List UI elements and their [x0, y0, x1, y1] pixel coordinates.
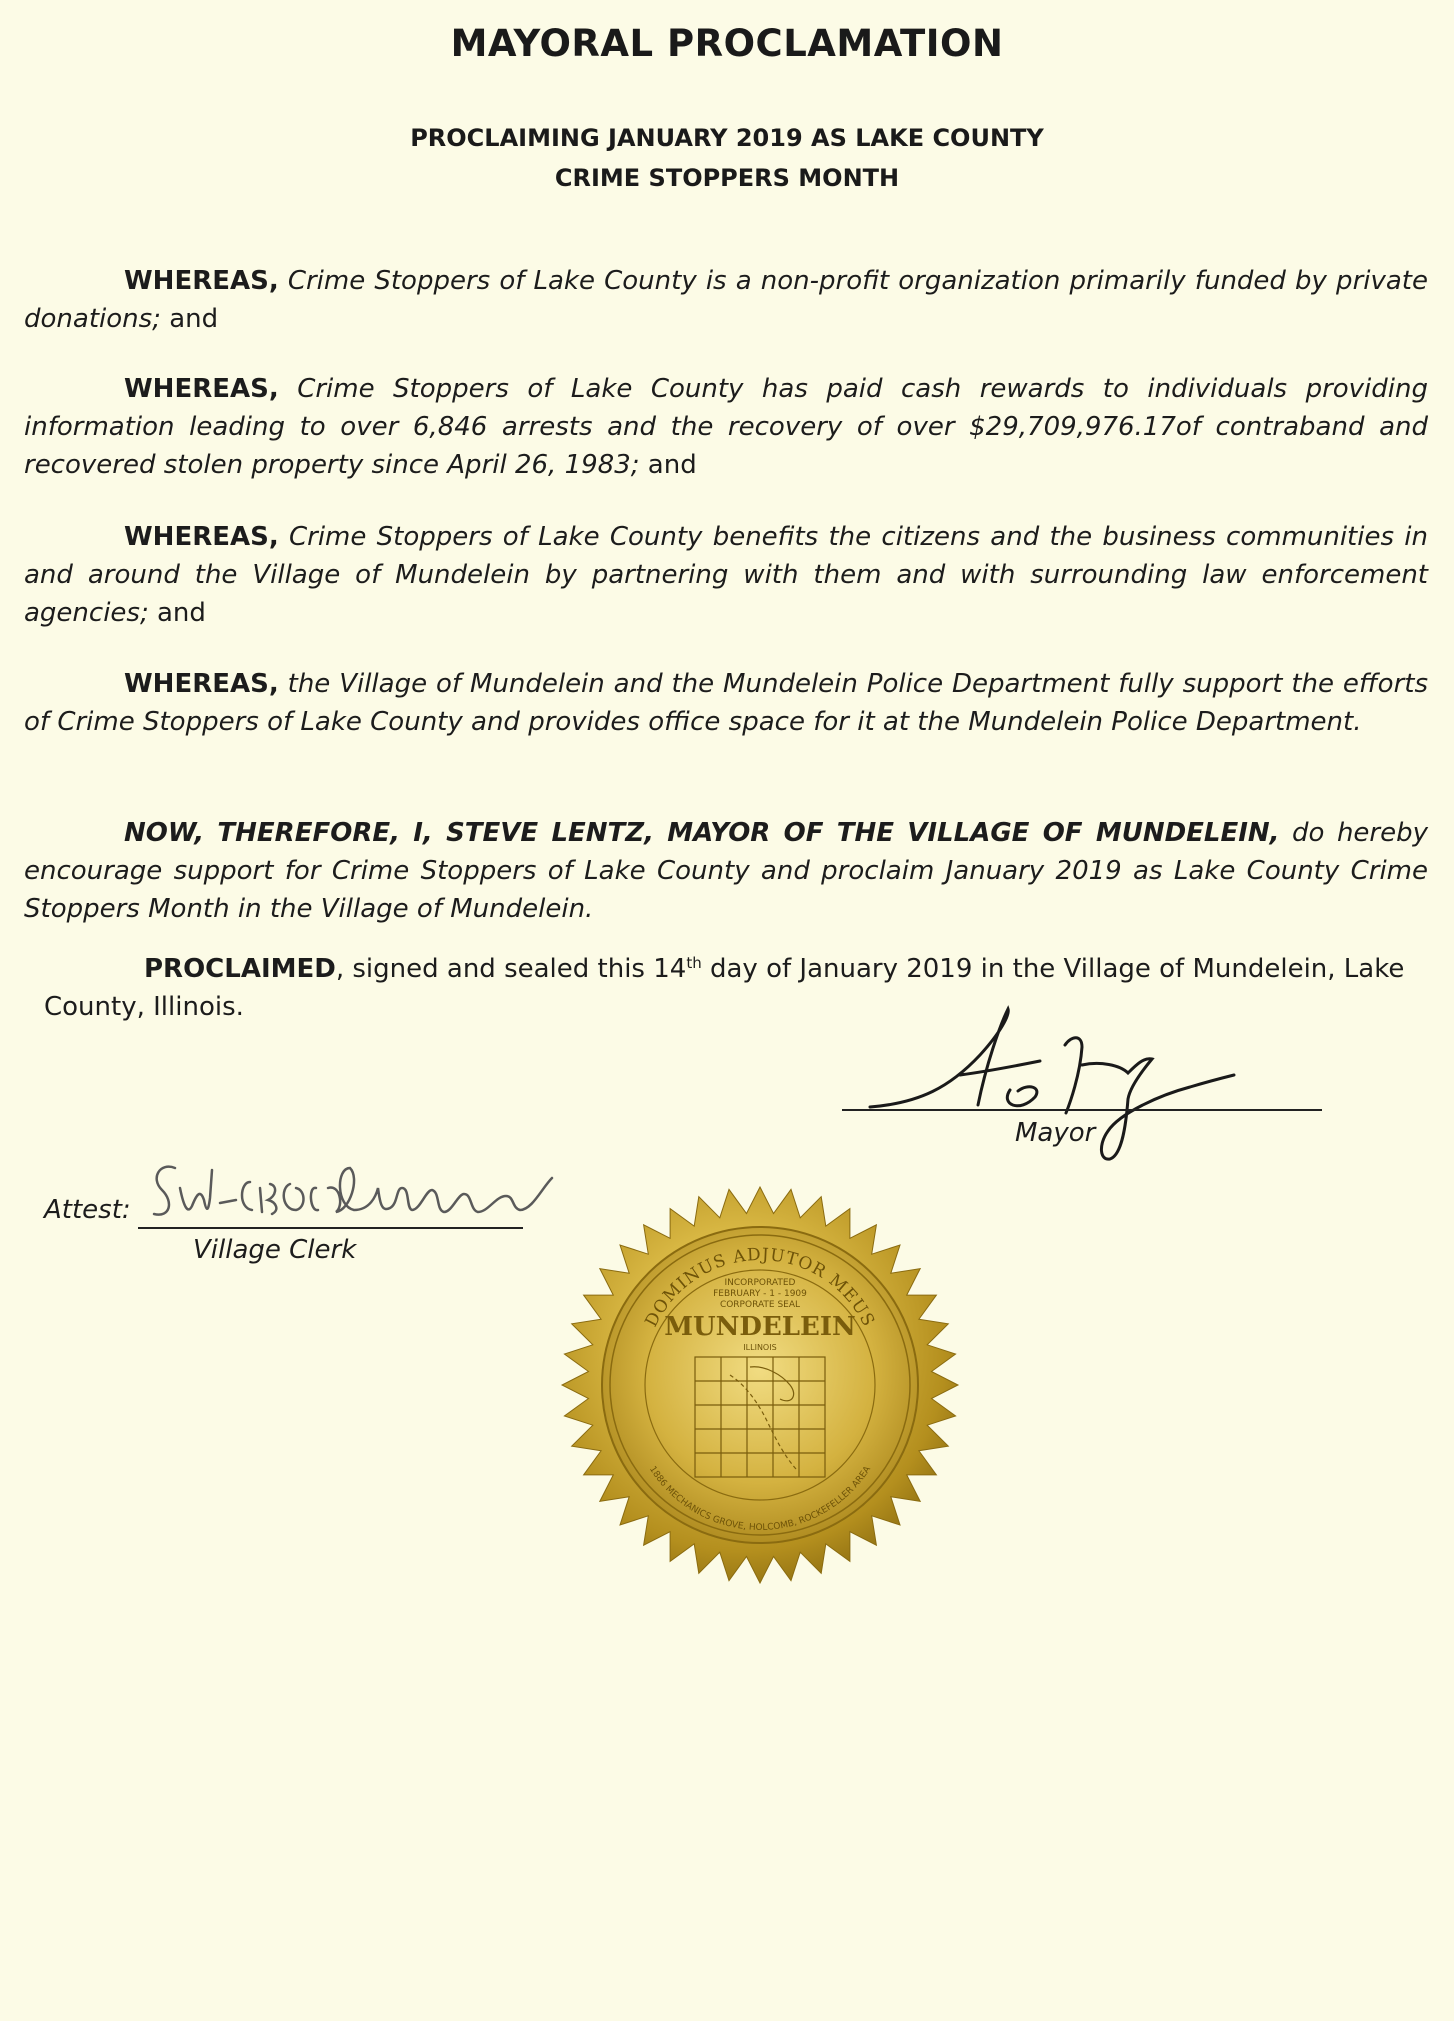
whereas-paragraph-1	[24, 262, 1428, 338]
whereas-lead: WHEREAS,	[124, 374, 279, 404]
seal-bottom-text: 1886 MECHANICS GROVE, HOLCOMB, ROCKEFELLER AREA	[647, 1464, 873, 1533]
proclaimed-ordinal: th	[686, 954, 702, 972]
subtitle-line-2: CRIME STOPPERS MONTH	[554, 164, 900, 192]
whereas-paragraph-3	[24, 518, 1428, 632]
seal-state: ILLINOIS	[743, 1343, 777, 1352]
seal-town: MUNDELEIN	[664, 1312, 856, 1342]
corporate-seal	[560, 1185, 960, 1585]
proclaimed-lead: PROCLAIMED	[144, 954, 336, 984]
seal-incorporated-2: FEBRUARY - 1 - 1909	[713, 1289, 807, 1299]
now-therefore-lead: NOW, THEREFORE, I, STEVE LENTZ, MAYOR OF THE VILLAGE OF MUNDELEIN,	[124, 818, 1280, 848]
proclaimed-text-a: , signed and sealed this 14	[335, 954, 687, 984]
subtitle-line-1: PROCLAIMING JANUARY 2019 AS LAKE COUNTY	[410, 124, 1044, 152]
whereas-lead: WHEREAS,	[124, 522, 279, 552]
whereas-lead: WHEREAS,	[124, 669, 279, 699]
whereas-text: Crime Stoppers of Lake County is a non-profit organization primarily funded by private donations;	[24, 266, 1428, 334]
now-therefore-text: do hereby encourage support for Crime Stoppers of Lake County and proclaim January 2019 as Lake County Crime Stoppers Month in the Village of Mundelein.	[24, 818, 1428, 924]
whereas-lead: WHEREAS,	[124, 266, 279, 296]
whereas-tail: and	[148, 598, 206, 628]
whereas-tail: and	[160, 304, 219, 334]
whereas-tail: and	[639, 450, 697, 480]
document-title: MAYORAL PROCLAMATION	[450, 22, 1004, 65]
whereas-text: the Village of Mundelein and the Mundelein Police Department fully support the efforts of Crime Stoppers of Lake County and provides office space for it at the Mundelein Police Department.	[24, 669, 1428, 737]
whereas-paragraph-2	[24, 370, 1428, 484]
seal-incorporated-1: INCORPORATED	[724, 1278, 796, 1288]
attest-label: Attest:	[44, 1195, 131, 1225]
seal-motto: DOMINUS ADJUTOR MEUS	[641, 1244, 879, 1331]
whereas-text: Crime Stoppers of Lake County benefits the citizens and the business communities in and around the Village of Mundelein by partnering with them and with surrounding law enforcement agencies;	[24, 522, 1428, 628]
clerk-signature-line	[138, 1227, 523, 1229]
mayor-signature-line	[842, 1109, 1322, 1111]
proclaimed-text-b: day of January 2019 in the Village of Mundelein, Lake County, Illinois.	[44, 954, 1405, 1022]
mayor-label: Mayor	[1015, 1118, 1096, 1148]
whereas-paragraph-4	[24, 665, 1428, 741]
whereas-text: Crime Stoppers of Lake County has paid cash rewards to individuals providing information leading to over 6,846 arrests and the recovery of over $29,709,976.17of contraband and recovered stolen property since April 26, 1983;	[24, 374, 1428, 480]
now-therefore-paragraph	[24, 814, 1428, 928]
clerk-label: Village Clerk	[193, 1235, 357, 1265]
seal-incorporated-3: CORPORATE SEAL	[719, 1300, 801, 1310]
